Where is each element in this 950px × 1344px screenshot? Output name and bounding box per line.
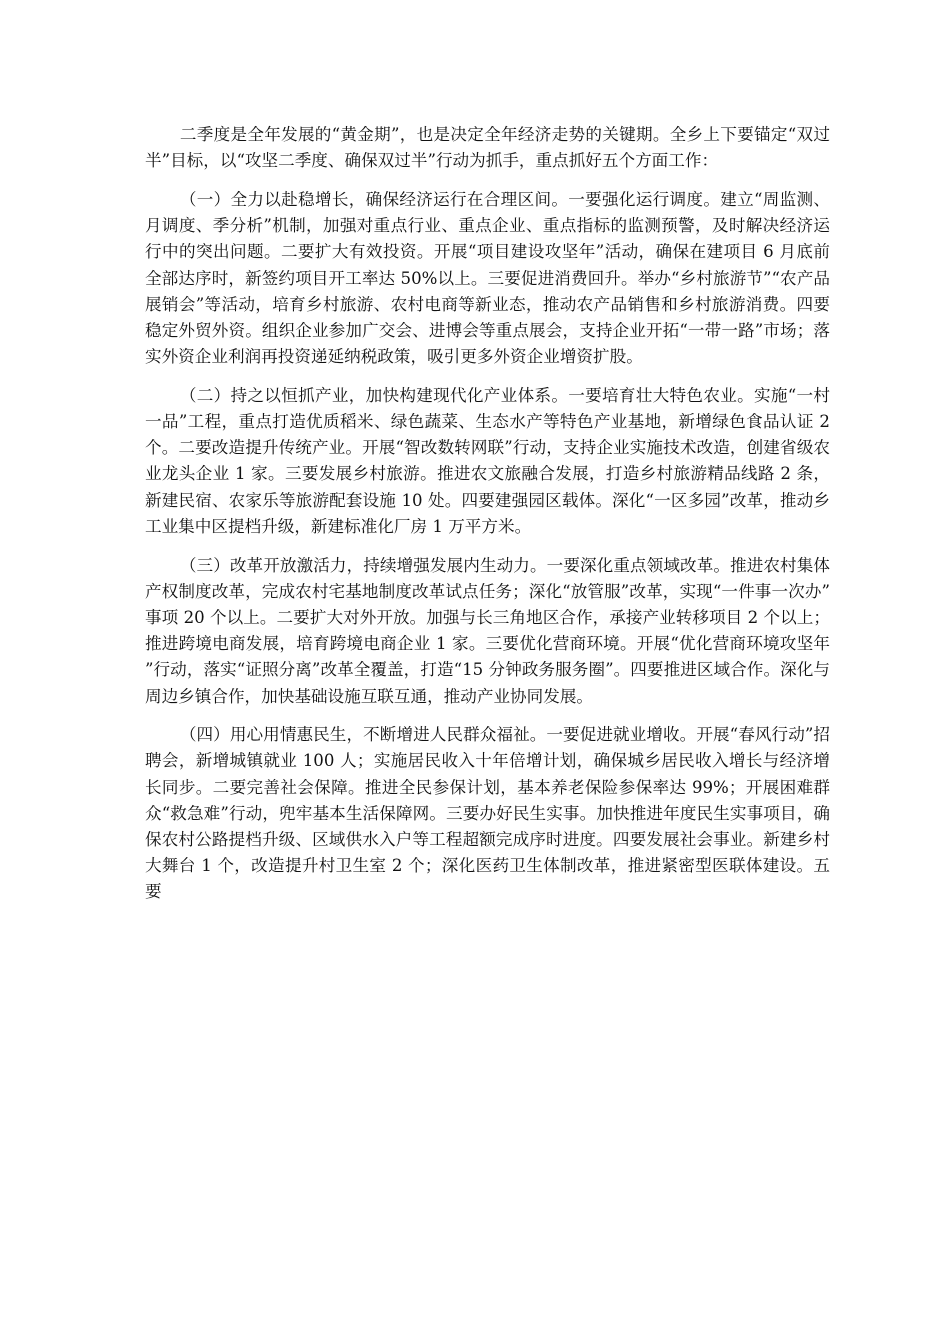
- document-body: [145, 122, 830, 918]
- paragraph-section-4: （四）用心用情惠民生，不断增进人民群众福祉。一要促进就业增收。开展“春风行动”招聘会，新增城镇就业 100 人；实施居民收入十年倍增计划，确保城乡居民收入增长与经济增长同步。二要完善社会保障。推进全民参保计划，基本养老保险参保率达 99%；开展困难群众“救急难”行动，兜牢基本生活保障网。三要办好民生实事。加快推进年度民生实事项目，确保农村公路提档升级、区域供水入户等工程超额完成序时进度。四要发展社会事业。新建乡村大舞台 1 个，改造提升村卫生室 2 个；深化医药卫生体制改革，推进紧密型医联体建设。五要: [145, 725, 830, 902]
- paragraph-section-3: （三）改革开放激活力，持续增强发展内生动力。一要深化重点领域改革。推进农村集体产权制度改革，完成农村宅基地制度改革试点任务；深化“放管服”改革，实现“一件事一次办”事项 20 个以上。二要扩大对外开放。加强与长三角地区合作，承接产业转移项目 2 个以上；推进跨境电商发展，培育跨境电商企业 1 家。三要优化营商环境。开展“优化营商环境攻坚年”行动，落实“证照分离”改革全覆盖，打造“15 分钟政务服务圈”。四要推进区域合作。深化与周边乡镇合作，加快基础设施互联互通，推动产业协同发展。: [145, 555, 830, 706]
- paragraph-section-2: （二）持之以恒抓产业，加快构建现代化产业体系。一要培育壮大特色农业。实施“一村一品”工程，重点打造优质稻米、绿色蔬菜、生态水产等特色产业基地，新增绿色食品认证 2 个。二要改造提升传统产业。开展“智改数转网联”行动，支持企业实施技术改造，创建省级农业龙头企业 1 家。三要发展乡村旅游。推进农文旅融合发展，打造乡村旅游精品线路 2 条，新建民宿、农家乐等旅游配套设施 10 处。四要建强园区载体。深化“一区多园”改革，推动乡工业集中区提档升级，新建标准化厂房 1 万平方米。: [145, 385, 830, 536]
- paragraph-intro: 二季度是全年发展的“黄金期”，也是决定全年经济走势的关键期。全乡上下要锚定“双过半”目标，以“攻坚二季度、确保双过半”行动为抓手，重点抓好五个方面工作：: [145, 125, 830, 171]
- paragraph-section-1: （一）全力以赴稳增长，确保经济运行在合理区间。一要强化运行调度。建立“周监测、月调度、季分析”机制，加强对重点行业、重点企业、重点指标的监测预警，及时解决经济运行中的突出问题。二要扩大有效投资。开展“项目建设攻坚年”活动，确保在建项目 6 月底前全部达序时，新签约项目开工率达 50%以上。三要促进消费回升。举办“乡村旅游节”“农产品展销会”等活动，培育乡村旅游、农村电商等新业态，推动农产品销售和乡村旅游消费。四要稳定外贸外资。组织企业参加广交会、进博会等重点展会，支持企业开拓“一带一路”市场；落实外资企业利润再投资递延纳税政策，吸引更多外资企业增资扩股。: [145, 189, 830, 367]
